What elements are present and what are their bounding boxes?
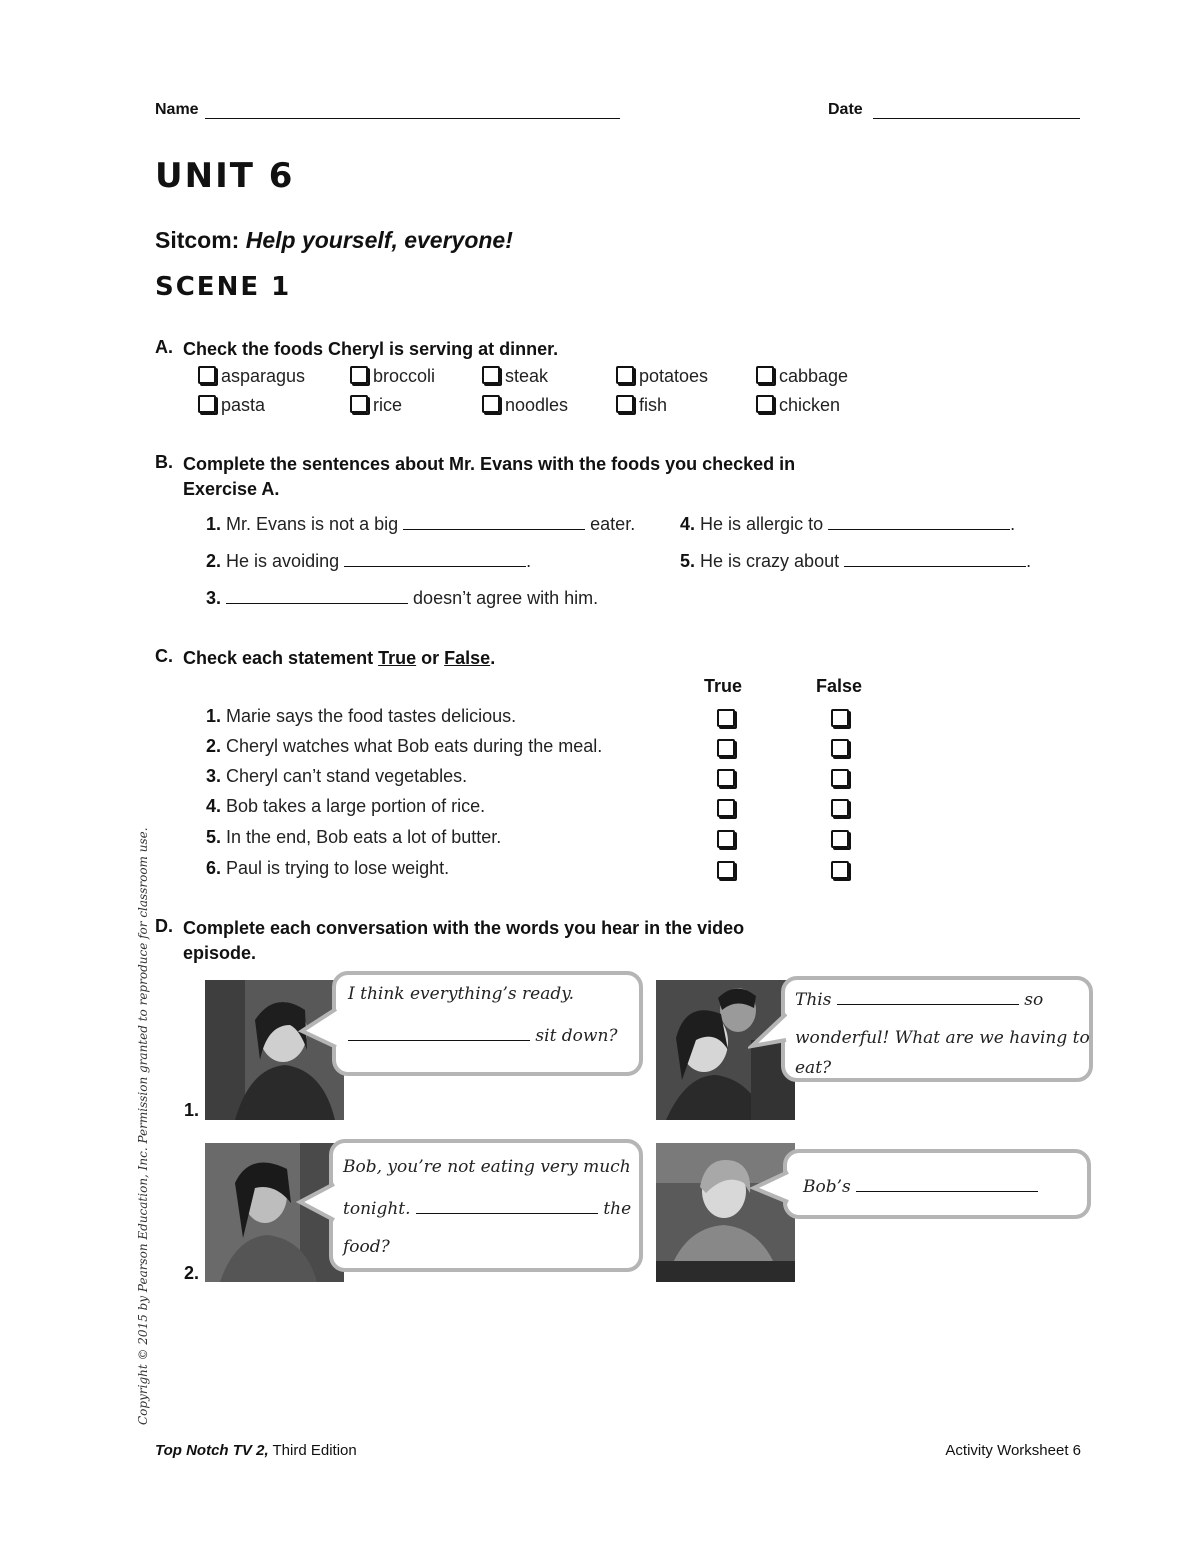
date-label: Date — [828, 101, 863, 118]
statement-row — [206, 706, 516, 727]
bubble-text: food? — [343, 1237, 390, 1257]
food-label: noodles — [505, 395, 569, 415]
true-word: True — [378, 648, 417, 668]
bubble-text: I think everything’s ready. — [348, 984, 574, 1004]
item-number: 2. — [206, 551, 222, 571]
answer-blank[interactable] — [837, 988, 1019, 1005]
section-c-letter: C. — [155, 646, 173, 666]
item-number: 6. — [206, 858, 222, 878]
sitcom-prefix: Sitcom: — [155, 227, 240, 253]
answer-blank[interactable] — [226, 587, 408, 604]
food-label: steak — [505, 366, 549, 386]
answer-blank[interactable] — [844, 550, 1026, 567]
food-option-fish[interactable] — [616, 395, 667, 416]
bubble-text: Bob, you’re not eating very much — [343, 1157, 631, 1177]
bubble-tail-icon — [748, 1010, 788, 1056]
sentence-text: . — [1010, 514, 1016, 534]
bubble-text: eat? — [795, 1058, 832, 1078]
checkbox-icon — [756, 395, 774, 413]
food-option-pasta[interactable] — [198, 395, 265, 416]
item-number: 2. — [206, 736, 222, 756]
name-field[interactable] — [205, 118, 620, 119]
sentence-item — [680, 550, 1031, 572]
sentence-text: doesn’t agree with him. — [413, 588, 599, 608]
speech-bubble-4 — [783, 1149, 1091, 1219]
section-c-instruction — [183, 646, 495, 671]
food-label: cabbage — [779, 366, 849, 386]
checkbox-icon — [350, 395, 368, 413]
answer-blank[interactable] — [348, 1024, 530, 1041]
edition: Third Edition — [272, 1442, 357, 1459]
false-checkbox[interactable] — [831, 799, 849, 817]
statement-text: Cheryl watches what Bob eats during the meal. — [226, 736, 603, 756]
bubble-text: sit down? — [535, 1026, 618, 1046]
sitcom-heading — [155, 227, 513, 254]
statement-row — [206, 766, 467, 787]
sentence-text: Mr. Evans is not a big — [226, 514, 399, 534]
sentence-item — [206, 587, 598, 609]
false-checkbox[interactable] — [831, 709, 849, 727]
item-number: 4. — [680, 514, 696, 534]
section-b-instruction-line1: Complete the sentences about Mr. Evans with the foods you checked in — [183, 454, 796, 474]
checkbox-icon — [616, 395, 634, 413]
speech-bubble-3 — [329, 1139, 643, 1272]
statement-text: In the end, Bob eats a lot of butter. — [226, 827, 502, 847]
section-d-instruction-line2: episode. — [183, 943, 257, 963]
item-number: 5. — [680, 551, 696, 571]
conversation-2-number: 2. — [184, 1263, 200, 1283]
book-title: Top Notch TV 2, — [155, 1442, 269, 1459]
item-number: 4. — [206, 796, 222, 816]
food-label: fish — [639, 395, 668, 415]
answer-blank[interactable] — [403, 513, 585, 530]
food-option-noodles[interactable] — [482, 395, 568, 416]
footer-worksheet: Activity Worksheet 6 — [945, 1442, 1081, 1459]
item-number: 5. — [206, 827, 222, 847]
bubble-tail-icon — [298, 1005, 338, 1051]
food-label: broccoli — [373, 366, 436, 386]
sentence-text: eater. — [590, 514, 636, 534]
checkbox-icon — [198, 366, 216, 384]
section-d-instruction-line1: Complete each conversation with the words you hear in the video — [183, 918, 745, 938]
false-word: False — [444, 648, 491, 668]
bubble-text: the — [603, 1199, 632, 1219]
section-b-instruction-line2: Exercise A. — [183, 479, 280, 499]
food-option-broccoli[interactable] — [350, 366, 435, 387]
food-option-rice[interactable] — [350, 395, 402, 416]
sentence-text: He is crazy about — [700, 551, 840, 571]
food-option-chicken[interactable] — [756, 395, 840, 416]
false-checkbox[interactable] — [831, 861, 849, 879]
unit-title: UNIT 6 — [155, 156, 295, 196]
bubble-text: This — [795, 990, 832, 1010]
true-checkbox[interactable] — [717, 709, 735, 727]
name-label: Name — [155, 101, 199, 118]
scene-title: SCENE 1 — [155, 272, 292, 302]
answer-blank[interactable] — [344, 550, 526, 567]
instruction-text: or — [421, 648, 440, 668]
food-label: asparagus — [221, 366, 306, 386]
item-number: 3. — [206, 766, 222, 786]
statement-row — [206, 796, 485, 817]
copyright-notice: Copyright © 2015 by Pearson Education, Inc. Permission granted to reproduce for classroom use. — [136, 827, 150, 1425]
video-still-marie — [656, 1143, 795, 1282]
statement-row — [206, 827, 501, 848]
false-column-header: False — [816, 676, 863, 696]
person-silhouette-icon — [656, 1143, 795, 1282]
food-option-potatoes[interactable] — [616, 366, 708, 387]
bubble-tail-icon — [296, 1180, 336, 1226]
sitcom-title: Help yourself, everyone! — [245, 227, 513, 253]
false-checkbox[interactable] — [831, 769, 849, 787]
bubble-text: wonderful! What are we having to — [795, 1028, 1090, 1048]
item-number: 1. — [206, 514, 222, 534]
speech-bubble-2 — [781, 976, 1093, 1082]
sentence-text: . — [526, 551, 532, 571]
food-option-asparagus[interactable] — [198, 366, 305, 387]
sentence-text: He is avoiding — [226, 551, 340, 571]
sentence-text: He is allergic to — [700, 514, 824, 534]
food-option-steak[interactable] — [482, 366, 548, 387]
section-b-letter: B. — [155, 452, 173, 472]
statement-text: Cheryl can’t stand vegetables. — [226, 766, 468, 786]
true-column-header: True — [704, 676, 743, 696]
item-number: 3. — [206, 588, 222, 608]
checkbox-icon — [350, 366, 368, 384]
false-checkbox[interactable] — [831, 739, 849, 757]
checkbox-icon — [616, 366, 634, 384]
bubble-text: so — [1024, 990, 1044, 1010]
footer-book-title — [155, 1442, 357, 1459]
true-checkbox[interactable] — [717, 861, 735, 879]
speech-bubble-1 — [332, 971, 643, 1076]
food-label: pasta — [221, 395, 266, 415]
food-label: chicken — [779, 395, 841, 415]
bubble-text: Bob’s — [803, 1177, 851, 1197]
instruction-text: . — [490, 648, 496, 668]
bubble-text: tonight. — [343, 1199, 411, 1219]
sentence-text: . — [1026, 551, 1032, 571]
sentence-item — [680, 513, 1015, 535]
food-label: rice — [373, 395, 403, 415]
date-field[interactable] — [873, 118, 1080, 119]
checkbox-icon — [756, 366, 774, 384]
food-label: potatoes — [639, 366, 709, 386]
statement-row — [206, 858, 449, 879]
sentence-item — [206, 513, 635, 535]
answer-blank[interactable] — [828, 513, 1010, 530]
section-a-letter: A. — [155, 337, 173, 357]
checkbox-icon — [482, 366, 500, 384]
conversation-1-number: 1. — [184, 1100, 200, 1120]
true-checkbox[interactable] — [717, 799, 735, 817]
true-checkbox[interactable] — [717, 739, 735, 757]
answer-blank[interactable] — [856, 1175, 1038, 1192]
true-checkbox[interactable] — [717, 769, 735, 787]
sentence-item — [206, 550, 531, 572]
section-a-instruction: Check the foods Cheryl is serving at dinner. — [183, 339, 559, 359]
true-checkbox[interactable] — [717, 830, 735, 848]
checkbox-icon — [198, 395, 216, 413]
instruction-text: Check each statement — [183, 648, 374, 668]
statement-text: Marie says the food tastes delicious. — [226, 706, 517, 726]
statement-row — [206, 736, 602, 757]
false-checkbox[interactable] — [831, 830, 849, 848]
checkbox-icon — [482, 395, 500, 413]
statement-text: Bob takes a large portion of rice. — [226, 796, 486, 816]
statement-text: Paul is trying to lose weight. — [226, 858, 450, 878]
item-number: 1. — [206, 706, 222, 726]
bubble-tail-icon — [750, 1168, 790, 1208]
answer-blank[interactable] — [416, 1197, 598, 1214]
section-d-letter: D. — [155, 916, 173, 936]
food-option-cabbage[interactable] — [756, 366, 848, 387]
